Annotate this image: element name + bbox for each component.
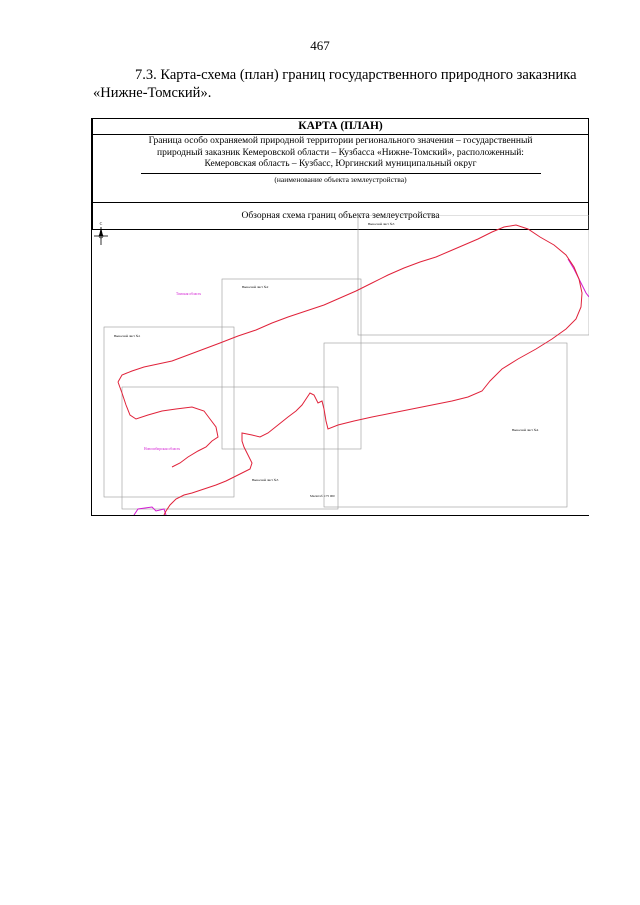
- description-line-2: природный заказник Кемеровской области – Кузбасса «Нижне-Томский», расположенный:: [157, 147, 524, 158]
- reserve-boundary: [118, 225, 582, 515]
- sheet-frame-4: [324, 343, 567, 507]
- sheet-frame-2: [222, 279, 361, 449]
- sheet-5-label: Выносной лист №5: [252, 478, 279, 482]
- sheet-frame-1: [104, 327, 234, 497]
- map-scale-label: Масштаб 1:75 000: [310, 494, 335, 498]
- sheet-frame-3: [358, 215, 589, 335]
- overview-map: [92, 215, 589, 515]
- reserve-boundary-west: [118, 382, 218, 467]
- heading-line-2: «Нижне-Томский».: [93, 85, 212, 101]
- section-heading: [93, 66, 593, 102]
- page-number: 467: [310, 38, 330, 53]
- map-title: КАРТА (ПЛАН): [93, 119, 588, 135]
- heading-line-1: 7.3. Карта-схема (план) границ государственного природного заказника: [135, 67, 577, 83]
- region-border-south: [134, 507, 166, 515]
- sheet-4-label: Выносной лист №4: [512, 428, 539, 432]
- map-sheet: [91, 118, 589, 516]
- tomsk-region-label: Томская область: [176, 292, 202, 296]
- novosibirsk-region-label: Новосибирская область: [144, 447, 181, 451]
- compass-north-label: С: [99, 221, 103, 226]
- map-description: [93, 135, 588, 203]
- object-caption: (наименование объекта землеустройства): [141, 173, 541, 186]
- sheet-1-label: Выносной лист №1: [114, 334, 141, 338]
- map-title-block: [92, 118, 589, 230]
- description-line-3: Кемеровская область – Кузбасс, Юргинский муниципальный округ: [204, 159, 477, 169]
- description-line-1: Граница особо охраняемой природной территории регионального значения – государственный: [148, 136, 533, 146]
- sheet-2-label: Выносной лист №2: [242, 285, 269, 289]
- scheme-caption: Обзорная схема границ объекта землеустройства: [241, 211, 440, 221]
- north-arrow-icon: [94, 221, 108, 245]
- sheet-3-label: Выносной лист №3: [368, 222, 395, 226]
